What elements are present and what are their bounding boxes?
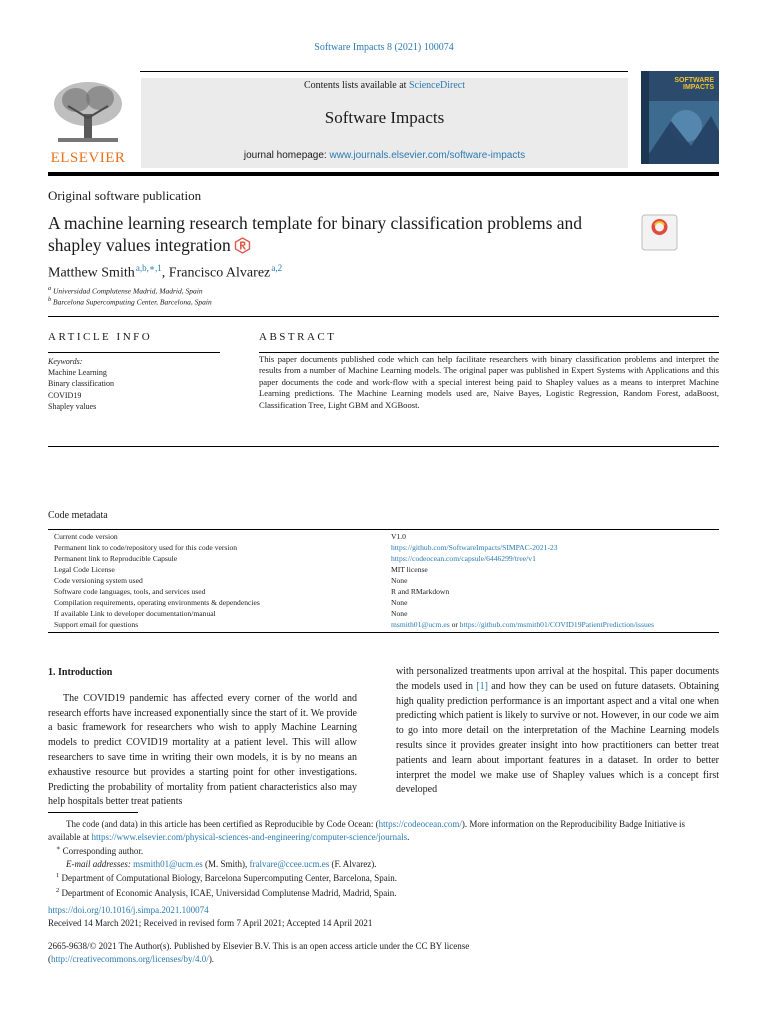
journal-title[interactable]: Software Impacts (324, 108, 445, 127)
metadata-key: Current code version (54, 532, 118, 541)
keywords-label: Keywords: (48, 357, 83, 366)
reproducibility-footnote (48, 818, 719, 843)
metadata-key: Permanent link to code/repository used for this code version (54, 543, 238, 552)
footnote-text: Department of Computational Biology, Barcelona Supercomputing Center, Barcelona, Spain. (61, 873, 397, 884)
affiliation-mark: a (48, 285, 52, 292)
metadata-value: R and RMarkdown (391, 587, 450, 596)
metadata-key: Support email for questions (54, 620, 139, 629)
support-or: or (449, 620, 460, 629)
keyword: Shapley values (48, 401, 97, 411)
support-contacts (391, 619, 654, 630)
check-for-updates-button[interactable] (641, 214, 678, 251)
keyword: Binary classification (48, 379, 114, 389)
elsevier-wordmark: ELSEVIER (50, 150, 126, 166)
table-row (48, 542, 719, 553)
email-link[interactable]: fralvare@ccee.ucm.es (249, 858, 330, 869)
author-name[interactable]: Matthew Smith (48, 265, 135, 281)
code-metadata-title: Code metadata (48, 510, 108, 521)
metadata-key: Code versioning system used (54, 576, 143, 585)
support-email-link[interactable]: msmith01@ucm.es (391, 620, 450, 629)
publication-history: Received 14 March 2021; Received in revised form 7 April 2021; Accepted 14 April 2021 (48, 917, 373, 928)
paren: ( (48, 953, 51, 964)
elsevier-logo[interactable] (48, 78, 128, 168)
body-paragraph: The COVID19 pandemic has affected every corner of the world and research efforts have increased exponentially since the start of it. We provide a basic framework for researchers who wish to apply Machine Learning models to predict COVID19 mortality at a patient level. This will allow researchers to save time in writing their own models, it is by no means an exhaustive resource but provides a starting point for other investigations. Predicting the probability of mortality from patient characteristics also may help hospitals better treat patients (48, 692, 357, 808)
footnote-text: . (407, 831, 410, 842)
homepage-label: journal homepage: (243, 150, 330, 161)
author-affiliation-marks[interactable]: a,b,∗,1 (135, 263, 162, 273)
affiliation-text: Barcelona Supercomputing Center, Barcelona, Spain (53, 297, 212, 307)
doi-link[interactable]: https://doi.org/10.1016/j.simpa.2021.100074 (48, 905, 209, 915)
author-list: Matthew Smith $^{a,b,∗,1}$, Francisco Alvarez $^{a,2}$ (48, 263, 283, 281)
license-info (48, 940, 719, 965)
contents-prefix: Contents lists available at (303, 80, 409, 91)
repository-link[interactable]: https://github.com/SoftwareImpacts/SIMPAC-2021-23 (391, 543, 558, 552)
title-rule (48, 316, 719, 317)
license-text: 2665-9638/© 2021 The Author(s). Published by Elsevier B.V. This is an open access article under the CC BY license (48, 941, 470, 951)
footnote-text: Department of Economic Analysis, ICAE, Universidad Complutense Madrid, Madrid, Spain. (61, 887, 397, 898)
affiliation-text: Universidad Complutense Madrid, Madrid, Spain (53, 286, 203, 296)
keyword: Machine Learning (48, 368, 107, 378)
author-affiliation-marks[interactable]: a,2 (271, 263, 283, 273)
corresponding-footnote (48, 843, 719, 858)
email-label: E-mail addresses: (66, 858, 131, 869)
keywords-rule (48, 352, 220, 353)
metadata-value: None (391, 609, 408, 618)
table-row (48, 619, 719, 630)
metadata-key: Compilation requirements, operating environments & dependencies (54, 598, 260, 607)
footnote-1 (48, 870, 719, 885)
abstract-rule (259, 352, 719, 353)
metadata-value: None (391, 598, 408, 607)
publication-info (48, 904, 719, 929)
body-right-column (396, 665, 719, 798)
table-row (48, 564, 719, 575)
code-metadata-bottom-rule (48, 632, 719, 633)
metadata-key: Permanent link to Reproducible Capsule (54, 554, 178, 563)
footnote-text: (F. Alvarez). (329, 858, 377, 869)
abstract-text: This paper documents published code which can help facilitate researchers with binary classification problems and interpret the results from a number of Machine Learning models. The original paper was published in Expert Systems with Applications and this paper documents the code and work-flow with a special interest being paid to Shapley values as a means to interpret Machine Learning predictions. The Machine Learning models used are, Naive Bayes, Logistic Regression, Random Forest, adaBoost, Classification Tree, Light GBM and XGBoost. (259, 354, 719, 410)
section-heading: 1. Introduction (48, 667, 113, 678)
author-name[interactable]: Francisco Alvarez (168, 265, 271, 281)
abstract-bottom-rule (48, 446, 719, 447)
journal-homepage (141, 150, 628, 161)
body-left-column (48, 666, 357, 810)
footnotes (48, 818, 719, 900)
table-row (48, 608, 719, 619)
metadata-key: Software code languages, tools, and services used (54, 587, 206, 596)
footnote-mark: ∗ (56, 845, 61, 853)
metadata-value: None (391, 576, 408, 585)
body-paragraph (396, 665, 719, 798)
paren: ). (208, 953, 215, 964)
license-link[interactable]: http://creativecommons.org/licenses/by/4.0/ (51, 953, 209, 964)
elsevier-journals-link[interactable]: https://www.elsevier.com/physical-sciences-and-engineering/computer-science/journals (91, 831, 408, 842)
table-row (48, 575, 719, 586)
journal-banner (141, 78, 628, 168)
check-for-updates-icon (641, 214, 678, 251)
table-row (48, 586, 719, 597)
code-metadata-top-rule (48, 529, 719, 530)
footnote-rule (48, 812, 138, 813)
cover-title: SOFTWARE IMPACTS (674, 77, 714, 91)
footnote-text: (M. Smith), (202, 858, 250, 869)
affiliation (48, 285, 203, 296)
article-title (48, 212, 638, 259)
article-title-text: A machine learning research template for binary classification problems and shapley values integration (48, 213, 583, 255)
abstract-heading: ABSTRACT (259, 331, 337, 343)
table-row (48, 553, 719, 564)
affiliation-mark: b (48, 296, 52, 303)
sciencedirect-link[interactable]: ScienceDirect (408, 80, 466, 91)
license-url-line (48, 953, 719, 966)
support-issues-link[interactable]: https://github.com/msmith01/COVID19PatientPrediction/issues (459, 620, 655, 629)
journal-citation[interactable]: Software Impacts 8 (2021) 100074 (314, 42, 454, 53)
affiliation (48, 296, 212, 307)
body-text: with personalized treatments upon arrival at the hospital. This paper documents the models used in (396, 666, 719, 692)
footnote-text: ). More information on the Reproducibility Badge Initiative is available at (48, 819, 686, 842)
metadata-key: If available Link to developer documentation/manual (54, 609, 216, 618)
metadata-key: Legal Code License (54, 565, 115, 574)
header-thick-rule (48, 172, 719, 176)
footnote-mark: 1 (56, 872, 60, 880)
footnote-2 (48, 885, 719, 900)
article-info-heading: ARTICLE INFO (48, 331, 153, 343)
codeocean-link[interactable]: https://codeocean.com/ (378, 819, 462, 829)
footnote-mark: 2 (56, 886, 60, 894)
body-text: and how they can be used on future datasets. Obtaining high quality prediction performance is an important aspect and a vital one when predicting which patient is likely to survive or not. However, in our code we aim to go into more detail on the interpretation of the Machine Learning models results since it provides greater insight into how practitioners can better treat patients and learn about important features in a dataset. In order to better interpret the model we make use of Shapley values which is a concept first developed (396, 680, 719, 796)
publication-type: Original software publication (48, 188, 202, 203)
footnote-text: Corresponding author. (62, 846, 144, 857)
metadata-value: MIT license (391, 565, 428, 574)
email-footnote (48, 858, 719, 871)
header-rule (140, 71, 628, 72)
homepage-link[interactable]: www.journals.elsevier.com/software-impacts (329, 150, 526, 161)
reproducible-badge-icon[interactable] (234, 237, 251, 259)
reference-link[interactable]: [1] (476, 680, 488, 692)
keyword: COVID19 (48, 390, 82, 400)
footnote-text: The code (and data) in this article has been certified as Reproducible by Code Ocean: ( (66, 819, 379, 829)
capsule-link[interactable]: https://codeocean.com/capsule/6446299/tree/v1 (391, 554, 536, 563)
elsevier-tree-icon (48, 78, 128, 148)
keywords-block (48, 356, 114, 412)
contents-line (141, 80, 628, 91)
metadata-value: V1.0 (391, 532, 406, 541)
journal-cover[interactable] (641, 71, 719, 164)
table-row (48, 597, 719, 608)
email-link[interactable]: msmith01@ucm.es (133, 858, 203, 869)
table-row (48, 531, 719, 542)
